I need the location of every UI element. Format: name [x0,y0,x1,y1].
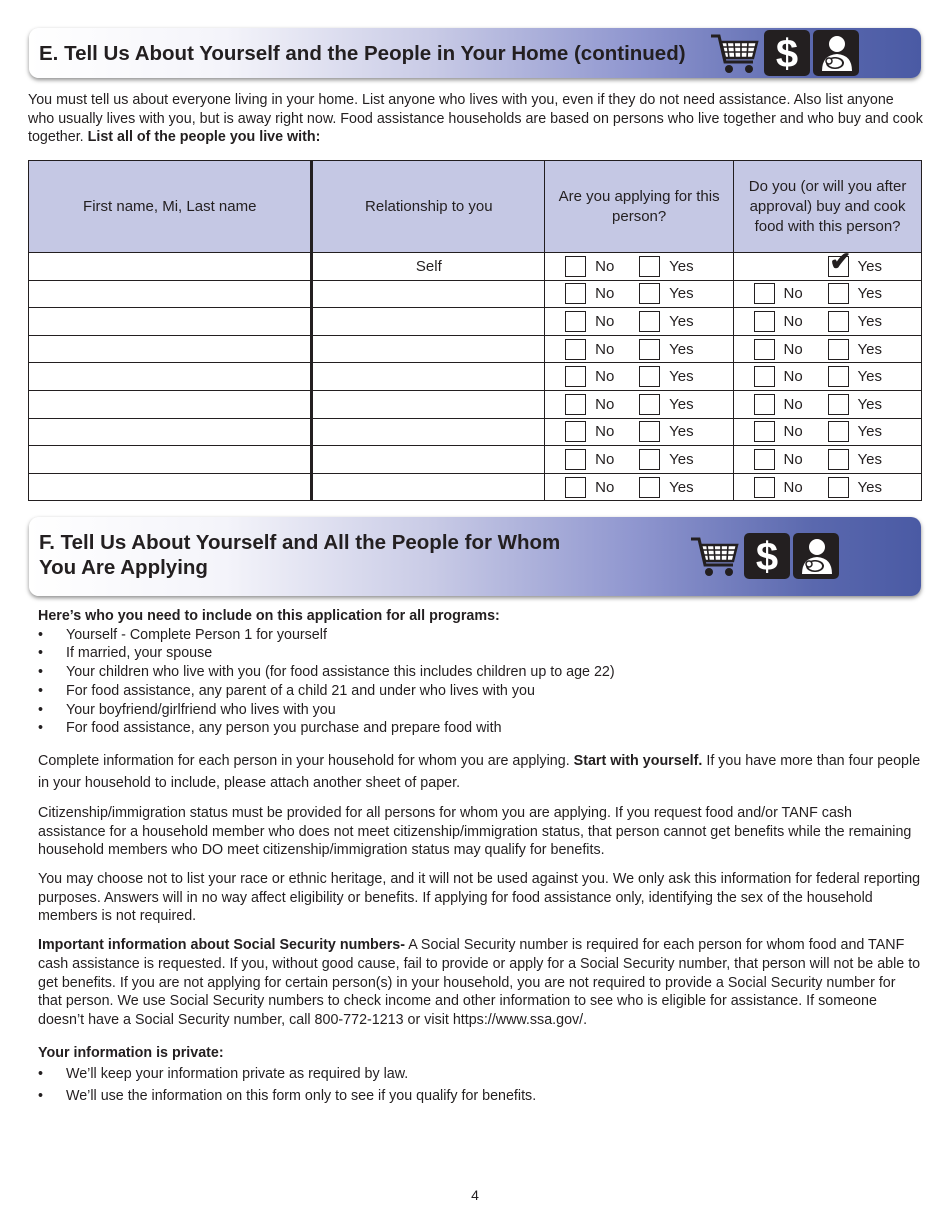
applying-yes-checkbox[interactable] [639,283,660,304]
section-f-title-line1: F. Tell Us About Yourself and All the People for Whom [39,531,561,554]
intro-text: You must tell us about everyone living in your home. List anyone who lives with you, even if they do not need assistance. Also list anyone who usually lives with you, but is away right now. Food assistance households are based on persons who live together and who buy and cook together. [28,92,923,145]
name-cell[interactable] [29,390,312,418]
complete-info-paragraph: Complete information for each person in your household for whom you are applying. Start with yourself. If you have more than four people in your household to include, please attach another sheet of paper. [38,752,921,791]
name-cell[interactable] [29,363,312,391]
buy-cook-yes-checkbox[interactable] [828,311,849,332]
applying-yes-checkbox[interactable] [639,256,660,277]
applying-cell: No Yes [545,280,734,308]
buy-cook-cell: ✔ Yes [734,253,922,281]
svg-text:$: $ [755,536,779,576]
applying-yes-checkbox[interactable] [639,449,660,470]
citizenship-paragraph: Citizenship/immigration status must be provided for all persons for whom you are applying. If you request food and/or TANF cash assistance for a household member who does not meet citizenship/immigration status, that person cannot get benefits while the remaining household members who DO meet citizenship/immigration status may qualify for benefits. [38,804,912,859]
applying-yes-checkbox[interactable] [639,477,660,498]
dollar-icon [764,30,810,76]
relationship-cell[interactable] [312,363,545,391]
applying-yes-checkbox[interactable] [639,421,660,442]
relationship-cell[interactable] [312,390,545,418]
buy-cook-yes-checkbox[interactable] [828,449,849,470]
section-e-intro [28,91,923,147]
applying-cell: No Yes [545,335,734,363]
shopping-cart-icon [689,533,741,579]
name-cell[interactable] [29,446,312,474]
list-item: • If married, your spouse [38,644,923,663]
header-relationship: Relationship to you [312,161,545,253]
table-row [29,473,922,501]
list-item: • We’ll use the information on this form only to see if you qualify for benefits. [38,1087,923,1106]
buy-cook-no-checkbox[interactable] [754,339,775,360]
buy-cook-yes-checkbox[interactable] [828,394,849,415]
list-item: • Your boyfriend/girlfriend who lives with you [38,701,923,720]
dollar-icon [744,533,790,579]
section-f-body [38,607,923,1118]
household-members-table [28,160,922,501]
table-row [29,390,922,418]
list-item: • We’ll keep your information private as required by law. [38,1065,923,1084]
applying-yes-checkbox[interactable] [639,394,660,415]
header-name: First name, Mi, Last name [29,161,312,253]
program-icons [709,30,859,76]
private-list [38,1065,923,1105]
table-row [29,363,922,391]
name-cell[interactable] [29,335,312,363]
include-header: Here’s who you need to include on this application for all programs: [38,608,500,624]
section-e-banner [29,28,921,78]
buy-cook-cell: No Yes [734,390,922,418]
table-row [29,308,922,336]
buy-cook-no-checkbox[interactable] [754,366,775,387]
applying-no-checkbox[interactable] [565,256,586,277]
section-f-banner [29,517,921,596]
section-f-title [39,530,639,580]
race-paragraph: You may choose not to list your race or ethnic heritage, and it will not be used against you. We only ask this information for federal reporting purposes. Answers will in no way affect eligibility or benefits. If applying for food assistance only, identifying the sex of the household members is not required. [38,871,921,925]
header-buy-cook: Do you (or will you after approval) buy and cook food with this person? [734,161,922,253]
parent-child-icon [793,533,839,579]
applying-yes-checkbox[interactable] [639,339,660,360]
buy-cook-no-checkbox[interactable] [754,449,775,470]
applying-no-checkbox[interactable] [565,366,586,387]
program-icons [689,533,839,579]
name-cell[interactable] [29,418,312,446]
applying-no-checkbox[interactable] [565,449,586,470]
applying-cell: No Yes [545,363,734,391]
check-icon: ✔ [829,245,852,276]
buy-cook-cell: No Yes [734,473,922,501]
applying-cell: No Yes [545,390,734,418]
relationship-cell[interactable] [312,473,545,501]
include-list [38,626,923,738]
relationship-cell[interactable] [312,446,545,474]
buy-cook-cell: No Yes [734,335,922,363]
table-row [29,280,922,308]
buy-cook-no-checkbox[interactable] [754,394,775,415]
buy-cook-yes-checkbox[interactable] [828,366,849,387]
list-item: • For food assistance, any parent of a child 21 and under who lives with you [38,682,923,701]
section-f-title-line2: You Are Applying [39,556,208,579]
buy-cook-cell: No Yes [734,308,922,336]
applying-cell: No Yes [545,446,734,474]
ssn-paragraph: Important information about Social Security numbers- A Social Security number is required for each person for whom food and TANF cash assistance is requested. If you, without good cause, fail to provide or apply for a Social Security number, that person will not be able to get benefits. If you are not applying for certain person(s) in your household, you are not required to provide a Social Security number for that person. We use Social Security numbers to check income and other information to see who is eligible for assistance. If someone doesn’t have a Social Security number, call 800-772-1213 or visit https://www.ssa.gov/. [38,937,921,1028]
table-row [29,335,922,363]
name-cell[interactable] [29,308,312,336]
buy-cook-cell: No Yes [734,418,922,446]
page-number: 4 [471,1187,479,1203]
list-item: • Your children who live with you (for food assistance this includes children up to age 22) [38,663,923,682]
buy-cook-yes-checkbox[interactable] [828,421,849,442]
applying-cell: No Yes [545,253,734,281]
buy-cook-no-checkbox[interactable] [754,421,775,442]
name-cell[interactable] [29,280,312,308]
parent-child-icon [813,30,859,76]
section-e-title: E. Tell Us About Yourself and the People in Your Home (continued) [39,42,686,65]
buy-cook-yes-checkbox-checked[interactable] [828,245,852,277]
buy-cook-cell: No Yes [734,363,922,391]
table-row [29,253,922,281]
list-item: • Yourself - Complete Person 1 for yourself [38,626,923,645]
applying-no-checkbox[interactable] [565,477,586,498]
private-header: Your information is private: [38,1044,224,1061]
applying-cell: No Yes [545,418,734,446]
intro-bold-text: List all of the people you live with: [87,129,321,145]
buy-cook-yes-checkbox[interactable] [828,339,849,360]
applying-cell: No Yes [545,473,734,501]
relationship-cell[interactable] [312,335,545,363]
buy-cook-cell: No Yes [734,280,922,308]
buy-cook-cell: No Yes [734,446,922,474]
svg-text:$: $ [775,33,799,73]
buy-cook-yes-checkbox[interactable] [828,477,849,498]
buy-cook-yes-checkbox[interactable] [828,283,849,304]
table-row [29,446,922,474]
buy-cook-no-checkbox[interactable] [754,311,775,332]
relationship-cell[interactable] [312,418,545,446]
applying-no-checkbox[interactable] [565,283,586,304]
buy-cook-no-checkbox[interactable] [754,477,775,498]
applying-no-checkbox[interactable] [565,311,586,332]
header-applying: Are you applying for this person? [545,161,734,253]
applying-yes-checkbox[interactable] [639,366,660,387]
name-cell[interactable] [29,473,312,501]
shopping-cart-icon [709,30,761,76]
applying-no-checkbox[interactable] [565,339,586,360]
applying-cell: No Yes [545,308,734,336]
buy-cook-no-checkbox[interactable] [754,283,775,304]
relationship-cell[interactable] [312,308,545,336]
table-row [29,418,922,446]
relationship-cell[interactable] [312,280,545,308]
list-item: • For food assistance, any person you purchase and prepare food with [38,719,923,738]
relationship-cell[interactable]: Self [312,253,545,281]
applying-no-checkbox[interactable] [565,394,586,415]
name-cell[interactable] [29,253,312,281]
applying-no-checkbox[interactable] [565,421,586,442]
applying-yes-checkbox[interactable] [639,311,660,332]
